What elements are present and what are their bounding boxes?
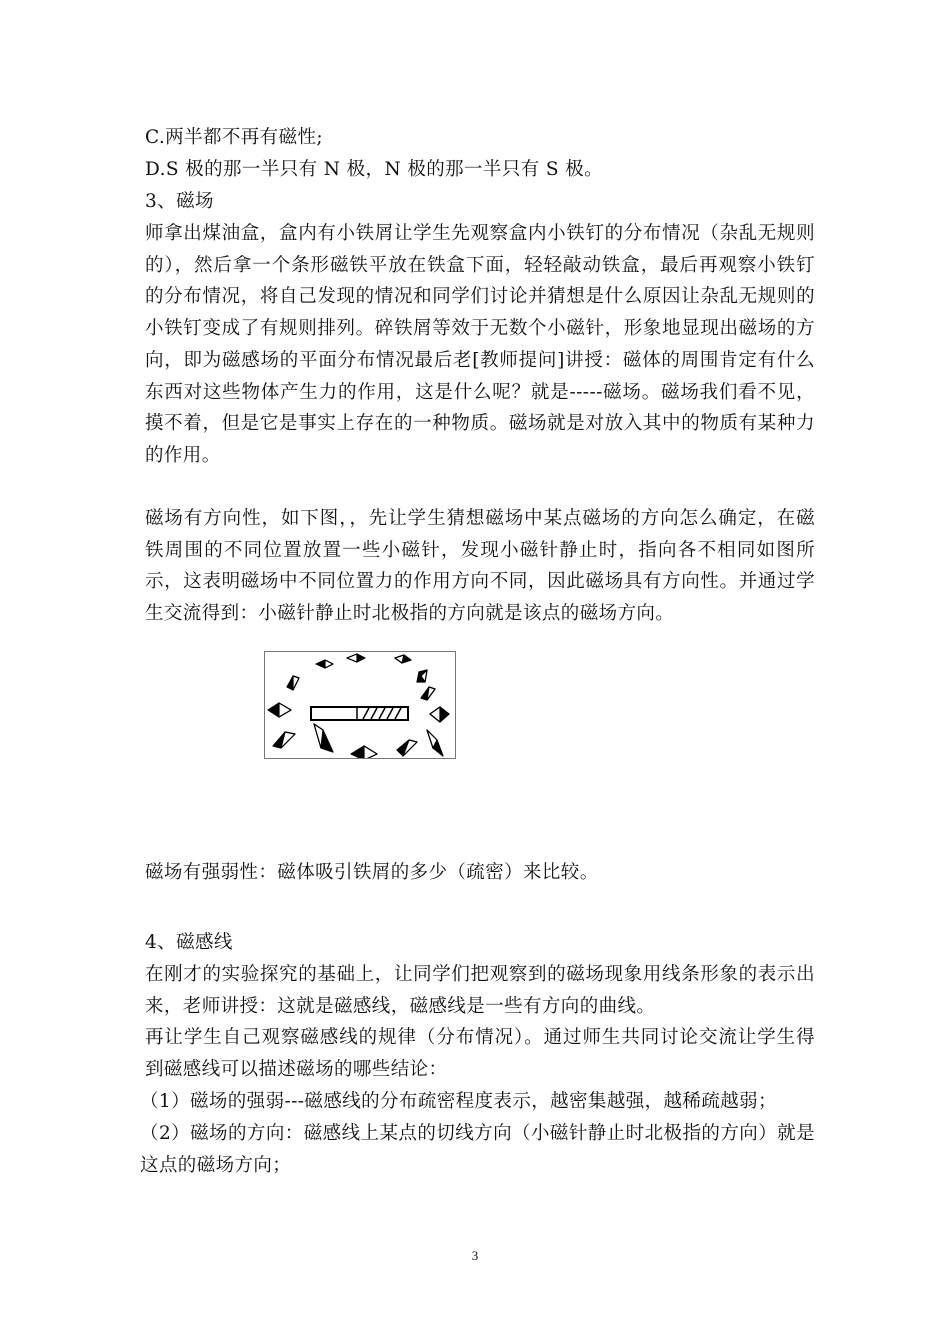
section4-paragraph-1: 在刚才的实验探究的基础上，让同学们把观察到的磁场现象用线条形象的表示出来，老师讲授：这就是磁感线，磁感线是一些有方向的曲线。 (145, 964, 815, 1017)
section3-heading: 3、磁场 (145, 191, 214, 212)
option-c: C.两半都不再有磁性; (145, 127, 324, 148)
list-item-2: （2）磁场的方向：磁感线上某点的切线方向（小磁针静止时北极指的方向）就是这点的磁场方向； (140, 1123, 815, 1176)
needle-bottom-right (397, 740, 417, 756)
needle-left-upper (287, 676, 299, 690)
compass-needles-figure (264, 651, 456, 759)
needle-bottom-left (314, 724, 333, 752)
strength-line: 磁场有强弱性：磁体吸引铁屑的多少（疏密）来比较。 (145, 862, 599, 883)
option-d: D.S 极的那一半只有 N 极，N 极的那一半只有 S 极。 (145, 159, 604, 180)
section4-heading: 4、磁感线 (145, 932, 233, 953)
needle-top-1 (316, 660, 333, 668)
needle-top-2 (347, 654, 365, 662)
needle-bottom-mid (351, 746, 377, 758)
section4-paragraph-2: 再让学生自己观察磁感线的规律（分布情况）。通过师生共同讨论交流让学生得到磁感线可以描述磁场的哪些结论： (145, 1027, 815, 1080)
needle-left-mid (268, 703, 291, 717)
needle-right-low (427, 730, 443, 756)
magnet-field-diagram (265, 652, 455, 758)
page-number: 3 (471, 1248, 479, 1263)
list-item-1: （1）磁场的强弱---磁感线的分布疏密程度表示，越密集越强，越稀疏越弱； (140, 1091, 777, 1112)
needle-left-low (273, 732, 295, 748)
needle-top-3 (395, 655, 411, 663)
section3-paragraph-1: 师拿出煤油盒，盒内有小铁屑让学生先观察盒内小铁钉的分布情况（杂乱无规则的），然后拿一个条形磁铁平放在铁盒下面，轻轻敲动铁盒，最后再观察小铁钉的分布情况，将自己发现的情况和同学们讨论并猜想是什么原因让杂乱无规则的小铁钉变成了有规则排列。碎铁屑等效于无数个小磁针，形象地显现出磁场的方向，即为磁感场的平面分布情况最后老[教师提问]讲授：磁体的周围肯定有什么东西对这些物体产生力的作用，这是什么呢？就是-----磁场。磁场我们看不见，摸不着，但是它是事实上存在的一种物质。磁场就是对放入其中的物质有某种力的作用。 (145, 223, 815, 466)
section3-paragraph-2: 磁场有方向性，如下图，，先让学生猜想磁场中某点磁场的方向怎么确定，在磁铁周围的不同位置放置一些小磁针，发现小磁针静止时，指向各不相同如图所示，这表明磁场中不同位置力的作用方向不同，因此磁场具有方向性。并通过学生交流得到：小磁针静止时北极指的方向就是该点的磁场方向。 (145, 508, 815, 625)
needle-right-mid-low (430, 707, 449, 722)
bar-magnet (311, 707, 408, 720)
needle-right-mid (421, 687, 435, 700)
needle-right-upper (417, 670, 427, 682)
